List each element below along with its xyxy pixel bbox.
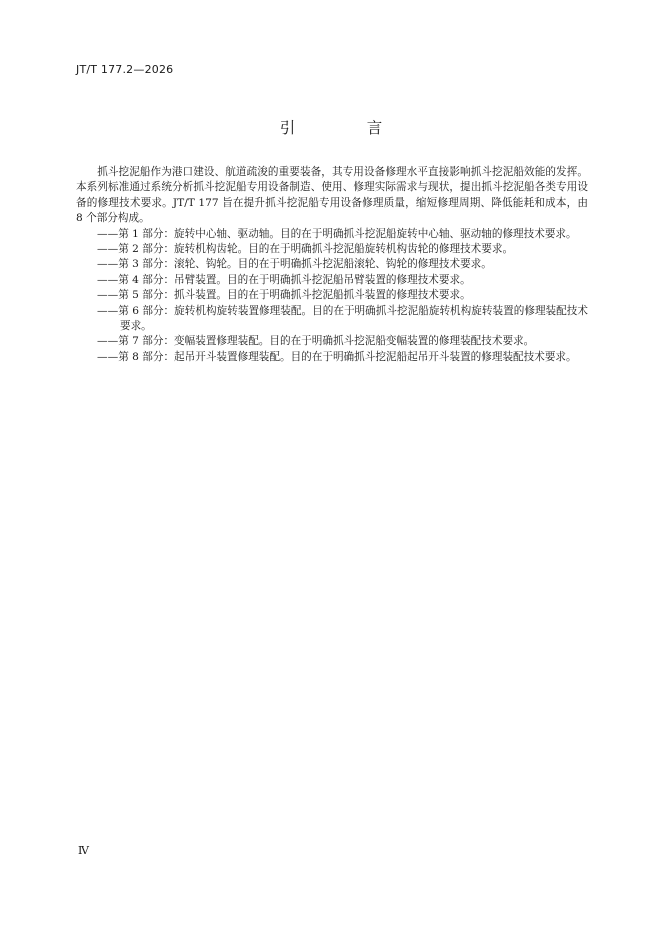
intro-paragraph: 抓斗挖泥船作为港口建设、航道疏浚的重要装备，其专用设备修理水平直接影响抓斗挖泥船效能的发挥。本系列标准通过系统分析抓斗挖泥船专用设备制造、使用、修理实际需求与现状，提出抓斗挖泥船各类专用设备的修理技术要求。JT/T 177 旨在提升抓斗挖泥船专用设备修理质量，缩短修理周期、降低能耗和成本，由 8 个部分构成。 [76, 166, 588, 225]
list-item-part-3: ——第 3 部分：滚轮、钩轮。目的在于明确抓斗挖泥船滚轮、钩轮的修理技术要求。 [97, 258, 492, 271]
page-number: Ⅳ [78, 844, 89, 857]
page-title: 引 言 [279, 119, 411, 137]
list-item-part-6: ——第 6 部分：旋转机构旋转装置修理装配。目的在于明确抓斗挖泥船旋转机构旋转装置的修理装配技术要求。 [97, 304, 588, 333]
standard-code: JT/T 177.2—2026 [76, 63, 174, 76]
parts-list [76, 227, 588, 366]
list-item-part-7: ——第 7 部分：变幅装置修理装配。目的在于明确抓斗挖泥船变幅装置的修理装配技术要求。 [97, 335, 535, 348]
list-item-part-2: ——第 2 部分：旋转机构齿轮。目的在于明确抓斗挖泥船旋转机构齿轮的修理技术要求。 [97, 243, 514, 256]
list-item-part-5: ——第 5 部分：抓斗装置。目的在于明确抓斗挖泥船抓斗装置的修理技术要求。 [97, 289, 471, 302]
list-item-part-1: ——第 1 部分：旋转中心轴、驱动轴。目的在于明确抓斗挖泥船旋转中心轴、驱动轴的修理技术要求。 [97, 227, 577, 240]
list-item-part-8: ——第 8 部分：起吊开斗装置修理装配。目的在于明确抓斗挖泥船起吊开斗装置的修理装配技术要求。 [97, 350, 577, 363]
list-item-part-4: ——第 4 部分：吊臂装置。目的在于明确抓斗挖泥船吊臂装置的修理技术要求。 [97, 273, 471, 286]
document-body [76, 165, 588, 365]
